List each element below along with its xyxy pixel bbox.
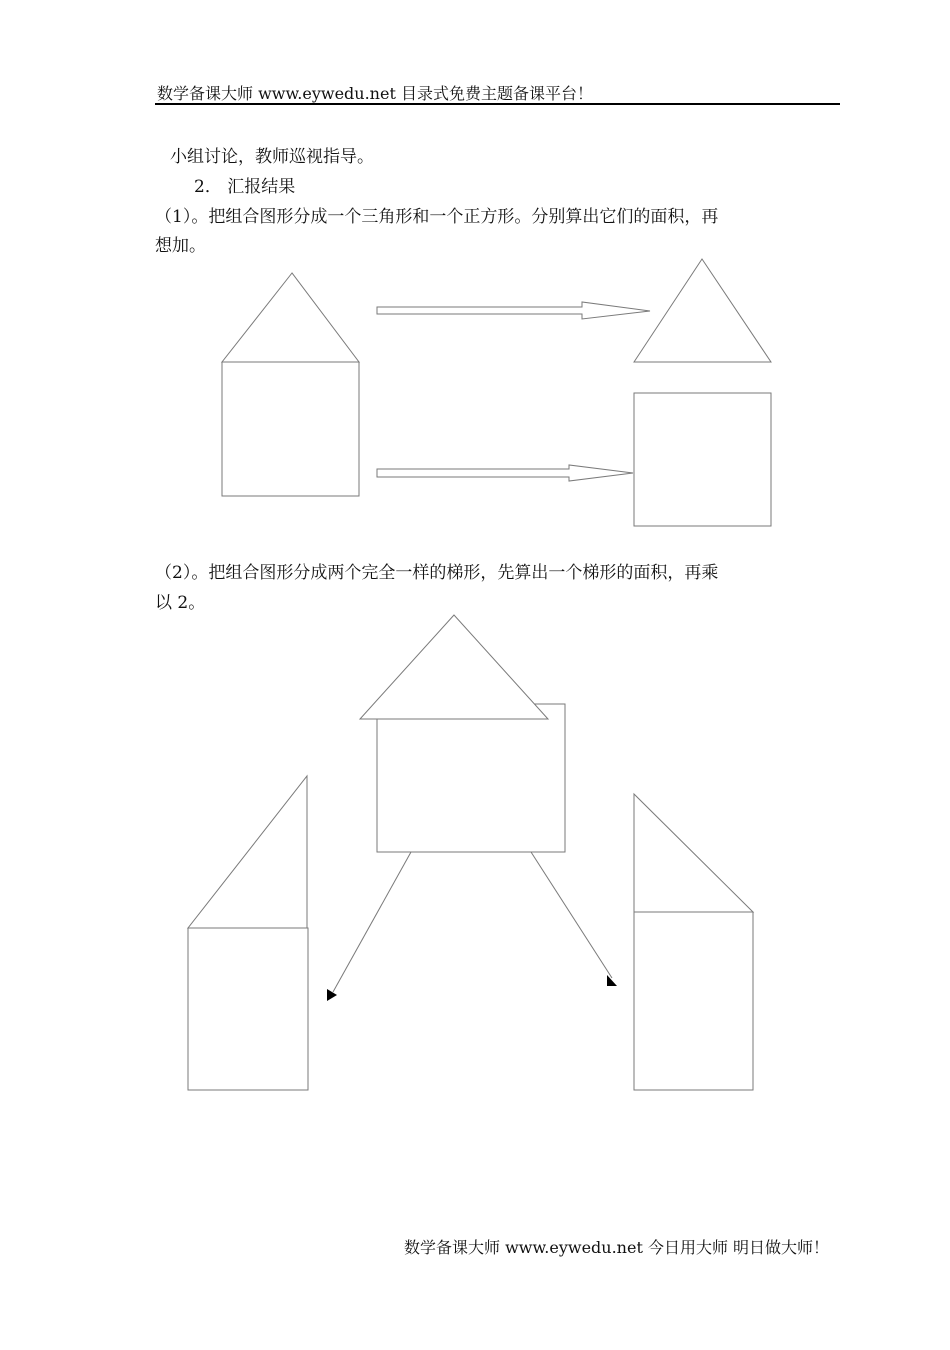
left-trapezoid (188, 776, 307, 928)
method-2-text-cont: 以 2。 (155, 593, 206, 613)
combined-rect (377, 704, 565, 852)
arrow-left-line (333, 852, 411, 992)
arrow-right-line (531, 852, 612, 978)
arrow-right-head (607, 975, 617, 986)
method-1-text: （1）。把组合图形分成一个三角形和一个正方形。分别算出它们的面积，再 (155, 207, 719, 227)
discussion-text: 小组讨论，教师巡视指导。 (170, 147, 374, 167)
page-header: 数学备课大师 www.eywedu.net 目录式免费主题备课平台！ (157, 84, 593, 103)
method-1-text-cont: 想加。 (155, 236, 206, 256)
left-trapezoid-base (188, 928, 308, 1090)
right-trapezoid (634, 794, 753, 912)
right-trapezoid-base (634, 912, 753, 1090)
report-heading: 2． 汇报结果 (194, 177, 296, 197)
method-2-text: （2）。把组合图形分成两个完全一样的梯形，先算出一个梯形的面积，再乘 (155, 563, 719, 583)
page-footer: 数学备课大师 www.eywedu.net 今日用大师 明日做大师！ (404, 1238, 830, 1257)
combined-roof (360, 615, 548, 719)
arrow-left-head (327, 989, 337, 1001)
